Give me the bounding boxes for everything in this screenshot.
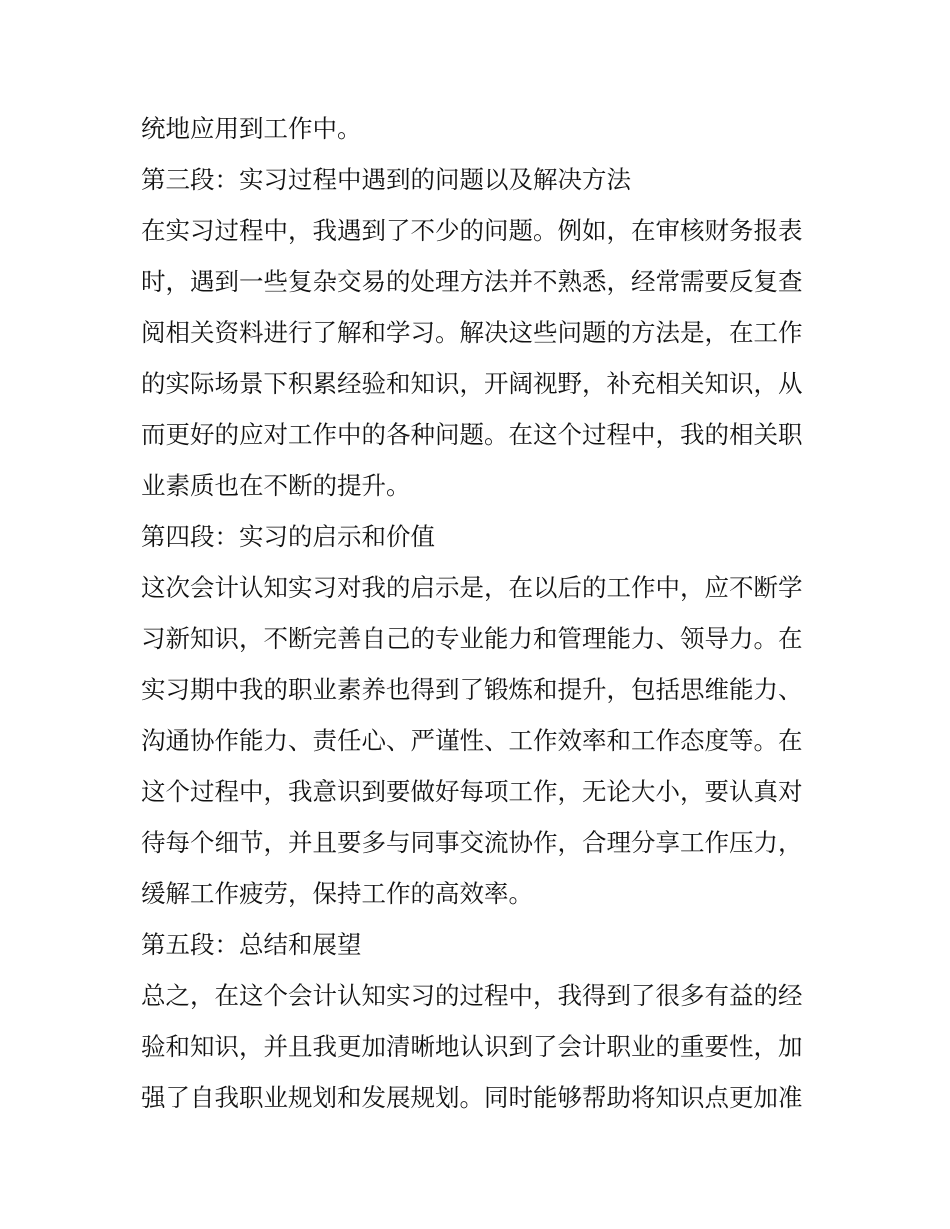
text-line: 沟通协作能力、责任心、严谨性、工作效率和工作态度等。在 (141, 726, 803, 755)
text-line: 的实际场景下积累经验和知识，开阔视野，补充相关知识，从 (141, 369, 803, 398)
text-line: 业素质也在不断的提升。 (141, 471, 411, 500)
text-line: 在实习过程中，我遇到了不少的问题。例如，在审核财务报表 (141, 216, 803, 245)
section-heading-4: 第四段：实习的启示和价值 (141, 522, 435, 551)
text-line: 实习期中我的职业素养也得到了锻炼和提升，包括思维能力、 (141, 675, 803, 704)
text-line: 总之，在这个会计认知实习的过程中，我得到了很多有益的经 (141, 981, 803, 1010)
text-line: 强了自我职业规划和发展规划。同时能够帮助将知识点更加准 (141, 1083, 803, 1112)
text-line: 而更好的应对工作中的各种问题。在这个过程中，我的相关职 (141, 420, 803, 449)
text-line: 阅相关资料进行了解和学习。解决这些问题的方法是，在工作 (141, 318, 803, 347)
section-heading-5: 第五段：总结和展望 (141, 930, 362, 959)
text-line: 习新知识，不断完善自己的专业能力和管理能力、领导力。在 (141, 624, 803, 653)
text-line: 统地应用到工作中。 (141, 114, 362, 143)
text-line: 缓解工作疲劳，保持工作的高效率。 (141, 879, 533, 908)
text-line: 验和知识，并且我更加清晰地认识到了会计职业的重要性，加 (141, 1032, 803, 1061)
text-line: 这次会计认知实习对我的启示是，在以后的工作中，应不断学 (141, 573, 803, 602)
text-line: 这个过程中，我意识到要做好每项工作，无论大小，要认真对 (141, 777, 803, 806)
text-line: 时，遇到一些复杂交易的处理方法并不熟悉，经常需要反复查 (141, 267, 803, 296)
section-heading-3: 第三段：实习过程中遇到的问题以及解决方法 (141, 165, 631, 194)
text-line: 待每个细节，并且要多与同事交流协作，合理分享工作压力， (141, 828, 803, 857)
